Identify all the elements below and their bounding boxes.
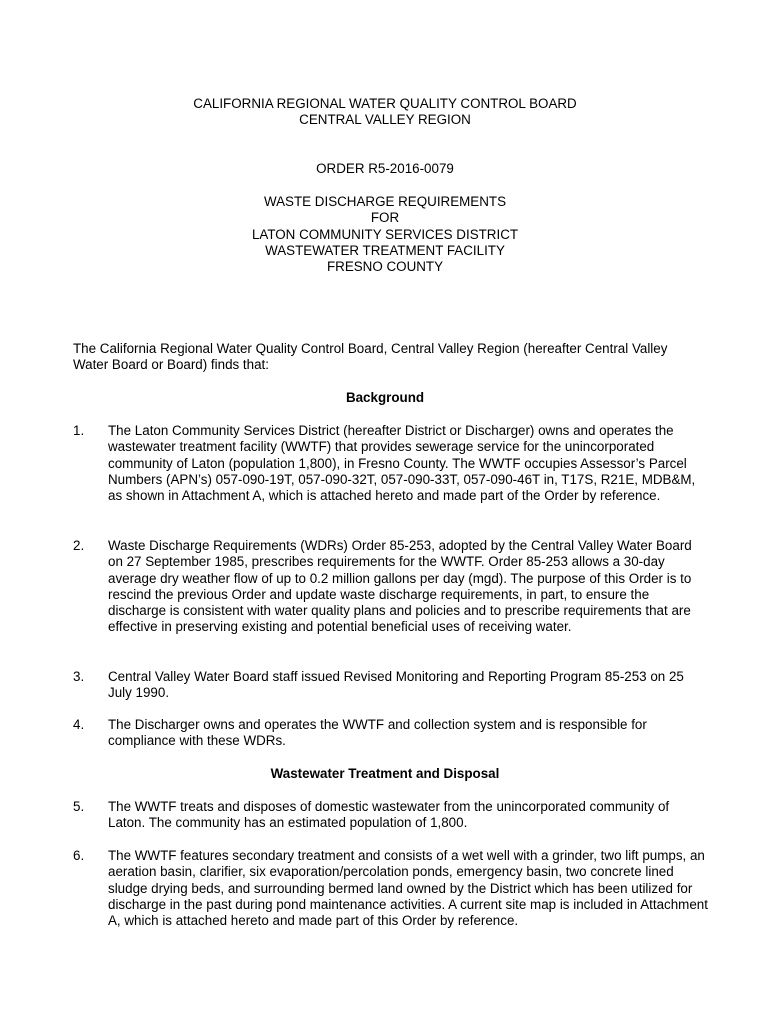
finding-text: The WWTF features secondary treatment and consists of a wet well with a grinder, two lift pumps, an aeration basin, clarifier, six evaporation/percolation ponds, emergency basin, two concrete lined sludge drying beds, and surrounding bermed land owned by the District which has been utilized for discharge in the past during pond maintenance activities. A current site map is included in Attachment A, which is attached hereto and made part of this Order by reference. xyxy=(108,848,708,929)
finding-text: Central Valley Water Board staff issued Revised Monitoring and Reporting Program 85-253 on 25 July 1990. xyxy=(108,669,684,701)
order-number xyxy=(0,161,770,177)
section-heading-wastewater-treatment: Wastewater Treatment and Disposal xyxy=(270,766,500,781)
title-line: LATON COMMUNITY SERVICES DISTRICT xyxy=(251,226,519,242)
document-header xyxy=(0,96,770,129)
finding-number: 3. xyxy=(73,669,85,684)
finding-text: The WWTF treats and disposes of domestic wastewater from the unincorporated community of Laton. The community has an estimated population of 1,800. xyxy=(108,799,670,831)
finding-number: 1. xyxy=(73,423,85,438)
finding-text: The Discharger owns and operates the WWTF and collection system and is responsible for compliance with these WDRs. xyxy=(108,717,647,749)
finding-text: The Laton Community Services District (hereafter District or Discharger) owns and operates the wastewater treatment facility (WWTF) that provides sewerage service for the unincorporated community of Laton (population 1,800), in Fresno County. The WWTF occupies Assessor’s Parcel Numbers (APN’s) 057-090-19T, 057-090-32T, 057-090-33T, 057-090-46T in, T17S, R21E, MDB&M, as shown in Attachment A, which is attached hereto and made part of the Order by reference. xyxy=(108,423,696,504)
finding-number: 6. xyxy=(73,848,85,863)
document-title xyxy=(0,194,770,275)
section-heading-background: Background xyxy=(345,390,425,405)
title-line: WASTE DISCHARGE REQUIREMENTS xyxy=(263,194,507,209)
finding-number: 4. xyxy=(73,717,85,732)
agency-region: CENTRAL VALLEY REGION xyxy=(299,112,471,128)
title-line: WASTEWATER TREATMENT FACILITY xyxy=(265,242,505,258)
agency-name: CALIFORNIA REGIONAL WATER QUALITY CONTROL BOARD xyxy=(193,96,577,111)
finding-number: 5. xyxy=(73,799,85,814)
finding-number: 2. xyxy=(73,538,85,553)
finding-text: Waste Discharge Requirements (WDRs) Order 85-253, adopted by the Central Valley Water Board on 27 September 1985, prescribes requirements for the WWTF. Order 85-253 allows a 30-day average dry weather flow of up to 0.2 million gallons per day (mgd). The purpose of this Order is to rescind the previous Order and update waste discharge requirements, in part, to ensure the discharge is consistent with water quality plans and policies and to prescribe requirements that are effective in preserving existing and potential beneficial uses of receiving water. xyxy=(108,538,692,635)
intro-paragraph: The California Regional Water Quality Control Board, Central Valley Region (hereafter Central Valley Water Board or Board) finds that: xyxy=(73,341,668,373)
order-number-text: ORDER R5-2016-0079 xyxy=(316,161,454,176)
title-line: FRESNO COUNTY xyxy=(326,259,444,275)
title-line: FOR xyxy=(370,210,400,226)
